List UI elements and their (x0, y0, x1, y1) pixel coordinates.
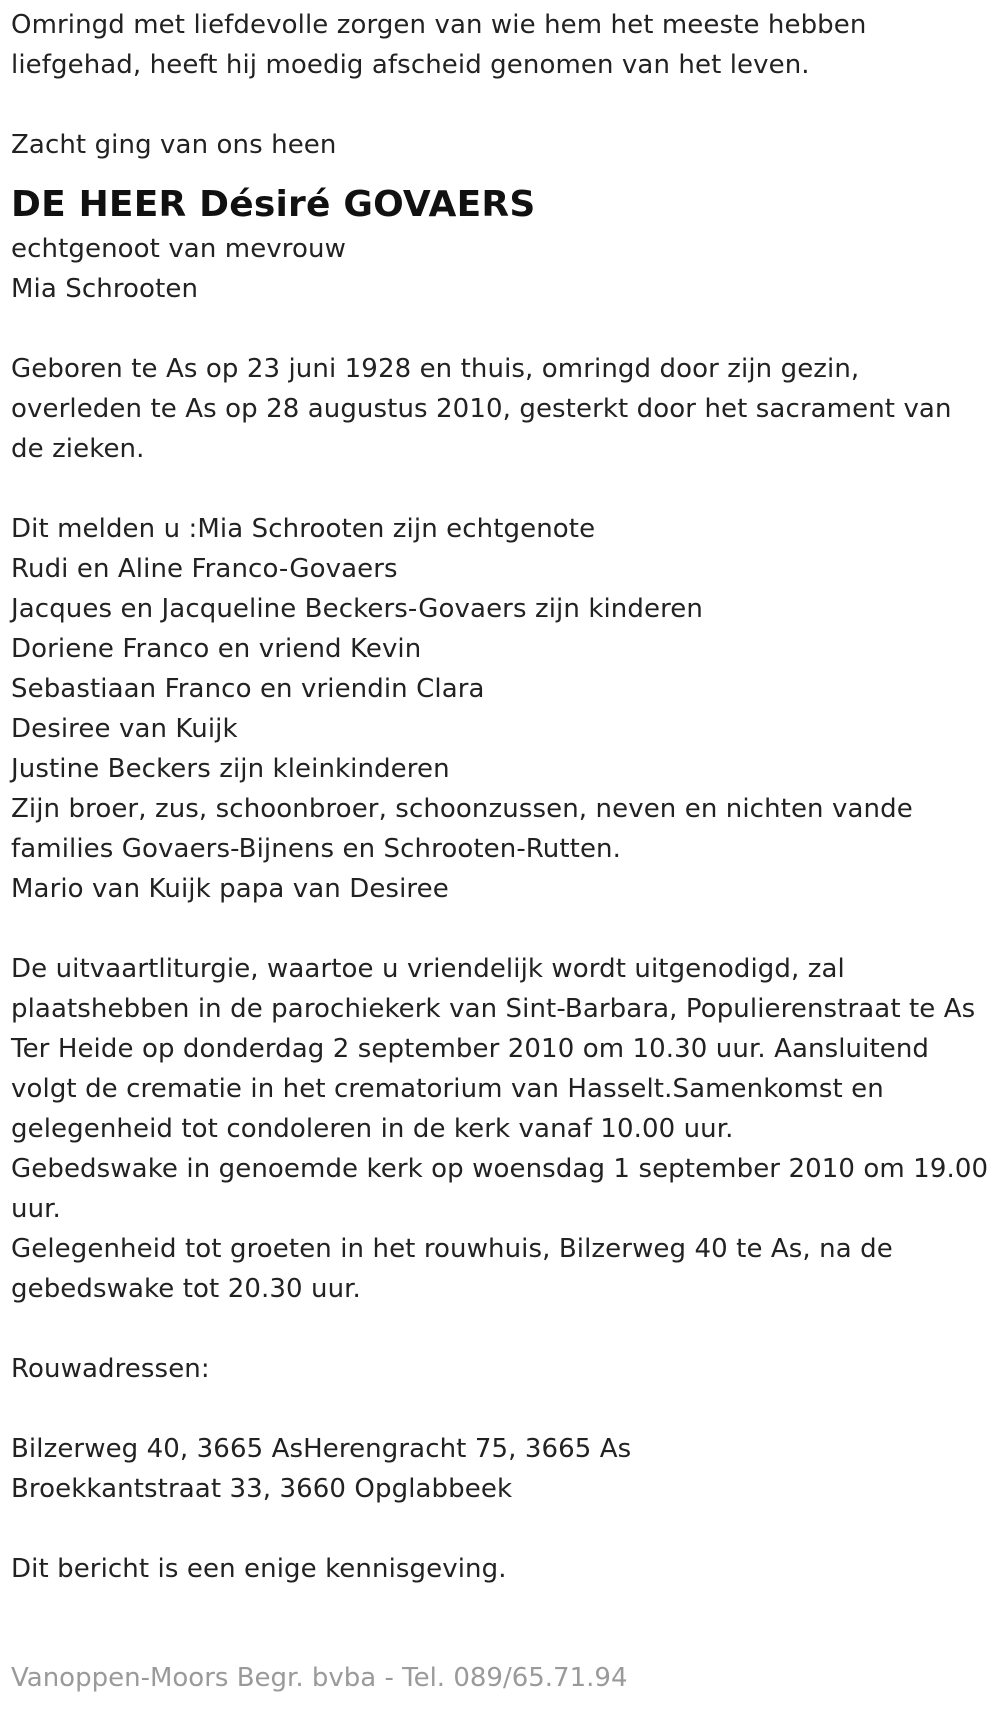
family-line: Mario van Kuijk papa van Desiree (11, 874, 449, 904)
spacer (11, 469, 990, 509)
ceremony-line: De uitvaartliturgie, waartoe u vriendelijk wordt uitgenodigd, zal (11, 954, 845, 984)
family-line: Rudi en Aline Franco-Govaers (11, 554, 398, 584)
spacer (11, 309, 990, 349)
spouse-line: echtgenoot van mevrouw (11, 234, 346, 264)
intro-paragraph (11, 5, 990, 85)
birth-death-paragraph (11, 349, 990, 469)
addresses-heading: Rouwadressen: (11, 1354, 210, 1384)
ceremony-line: Ter Heide op donderdag 2 september 2010 om 10.30 uur. Aansluitend (11, 1034, 930, 1064)
deceased-name: DE HEER Désiré GOVAERS (11, 184, 536, 225)
spacer (11, 909, 990, 949)
family-line: families Govaers-Bijnens en Schrooten-Rutten. (11, 834, 622, 864)
address-line: Broekkantstraat 33, 3660 Opglabbeek (11, 1474, 513, 1504)
family-line: Dit melden u :Mia Schrooten zijn echtgenote (11, 514, 596, 544)
ceremony-line: uur. (11, 1194, 61, 1224)
family-paragraph (11, 509, 990, 909)
family-line: Jacques en Jacqueline Beckers-Govaers zijn kinderen (11, 594, 703, 624)
intro-line: liefgehad, heeft hij moedig afscheid genomen van het leven. (11, 50, 810, 80)
notice-text: Dit bericht is een enige kennisgeving. (11, 1554, 507, 1584)
ceremony-line: Gelegenheid tot groeten in het rouwhuis, Bilzerweg 40 te As, na de (11, 1234, 893, 1264)
spouse-paragraph (11, 229, 990, 309)
ceremony-line: volgt de crematie in het crematorium van Hasselt.Samenkomst en (11, 1074, 884, 1104)
address-line: Bilzerweg 40, 3665 AsHerengracht 75, 3665 As (11, 1434, 632, 1464)
spacer (11, 1309, 990, 1349)
addresses-list (11, 1429, 990, 1509)
intro-line: Omringd met liefdevolle zorgen van wie hem het meeste hebben (11, 10, 867, 40)
spacer (11, 1509, 990, 1549)
family-line: Desiree van Kuijk (11, 714, 238, 744)
ceremony-paragraph (11, 949, 990, 1309)
family-line: Sebastiaan Franco en vriendin Clara (11, 674, 485, 704)
ceremony-line: Gebedswake in genoemde kerk op woensdag 1 september 2010 om 19.00 (11, 1154, 989, 1184)
spacer (11, 85, 990, 125)
family-line: Zijn broer, zus, schoonbroer, schoonzussen, neven en nichten vande (11, 794, 913, 824)
birth-death-line: Geboren te As op 23 juni 1928 en thuis, omringd door zijn gezin, (11, 354, 860, 384)
subtitle: Zacht ging van ons heen (11, 130, 337, 160)
ceremony-line: plaatshebben in de parochiekerk van Sint-Barbara, Populierenstraat te As (11, 994, 976, 1024)
ceremony-line: gebedswake tot 20.30 uur. (11, 1274, 361, 1304)
ceremony-line: gelegenheid tot condoleren in de kerk vanaf 10.00 uur. (11, 1114, 734, 1144)
spacer (11, 1389, 990, 1429)
birth-death-line: overleden te As op 28 augustus 2010, gesterkt door het sacrament van (11, 394, 952, 424)
family-line: Justine Beckers zijn kleinkinderen (11, 754, 450, 784)
funeral-home-footer: Vanoppen-Moors Begr. bvba - Tel. 089/65.71.94 (11, 1663, 628, 1693)
family-line: Doriene Franco en vriend Kevin (11, 634, 422, 664)
birth-death-line: de zieken. (11, 434, 145, 464)
spouse-line: Mia Schrooten (11, 274, 199, 304)
